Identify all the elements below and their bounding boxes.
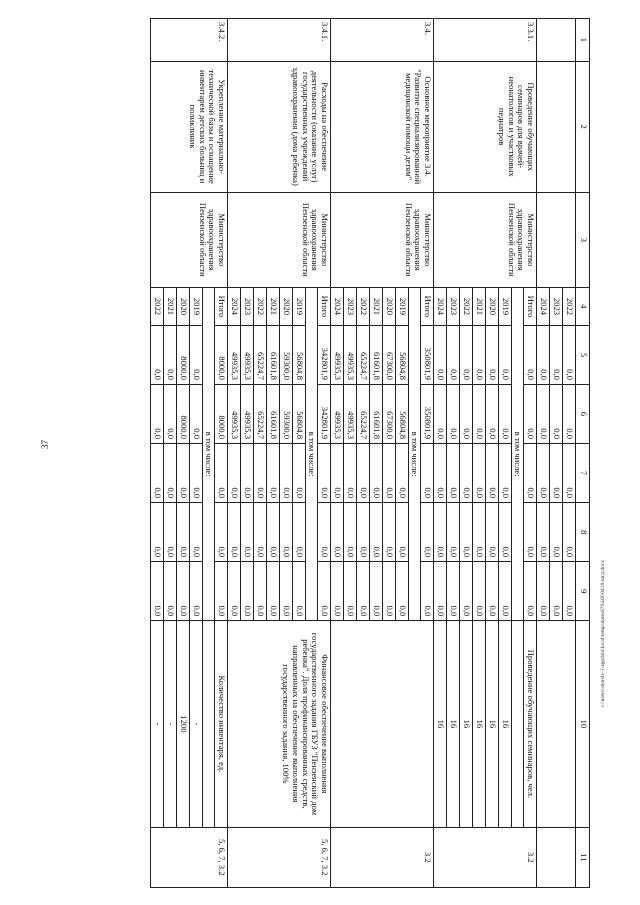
year-cell: 2023 <box>241 288 254 326</box>
document-sheet <box>150 18 590 888</box>
including-label: в том числе: <box>305 288 318 621</box>
value-cell: 0,0 <box>370 444 383 503</box>
value-cell: 0,0 <box>447 562 460 621</box>
including-label: в том числе: <box>511 288 524 621</box>
value-cell: 0,0 <box>370 562 383 621</box>
value-cell: 65224,7 <box>357 384 370 443</box>
year-cell: Итого <box>524 288 537 326</box>
value-cell: 0,0 <box>228 503 241 562</box>
item-name: Расходы на обеспечение деятельности (оказание услуг) государственных учреждений здравоохранения (дома ребенка) <box>228 61 331 192</box>
value-cell: 0,0 <box>331 444 344 503</box>
item-name: Укрепление материально-технической базы и оснащение инвентарем детских больниц и поликлиник <box>151 61 228 192</box>
indicator-title: Проведение обучающих семинаров, чел. <box>524 621 537 827</box>
value-cell: 0,0 <box>176 444 189 503</box>
value-cell: 0,0 <box>434 384 447 443</box>
value-cell: 0,0 <box>241 503 254 562</box>
value-cell: 350801,9 <box>421 325 434 384</box>
value-cell: 0,0 <box>267 562 280 621</box>
value-cell: 0,0 <box>460 444 473 503</box>
value-cell: 49935,3 <box>331 325 344 384</box>
item-number: 3.4.2. <box>151 19 228 62</box>
value-cell: 0,0 <box>485 325 498 384</box>
executor-name: Министерство здравоохранения Пензенской области <box>228 192 331 288</box>
indicator-value <box>202 621 215 827</box>
indicator-value: 16 <box>434 621 447 827</box>
value-cell: 56804,8 <box>395 384 408 443</box>
value-cell: 56804,8 <box>395 325 408 384</box>
value-cell: 0,0 <box>254 562 267 621</box>
value-cell: 0,0 <box>537 384 550 443</box>
year-cell: 2020 <box>279 288 292 326</box>
value-cell: 49935,3 <box>331 384 344 443</box>
executor-name: Министерство здравоохранения Пензенской области <box>434 192 537 288</box>
year-cell: 2024 <box>434 288 447 326</box>
year-cell: 2021 <box>370 288 383 326</box>
value-cell: 0,0 <box>164 325 177 384</box>
value-cell: 0,0 <box>151 325 164 384</box>
value-cell: 0,0 <box>292 444 305 503</box>
value-cell: 0,0 <box>537 503 550 562</box>
item-name: Проведение обучающих семинаров для врачей-неонатологов и участковых педиатров <box>434 61 537 192</box>
value-cell: 0,0 <box>485 384 498 443</box>
value-cell: 0,0 <box>164 384 177 443</box>
value-cell: 0,0 <box>524 384 537 443</box>
table-row <box>215 19 228 888</box>
value-cell: 0,0 <box>524 325 537 384</box>
year-cell: 2022 <box>254 288 267 326</box>
year-cell: 2021 <box>164 288 177 326</box>
value-cell: 49935,3 <box>241 384 254 443</box>
value-cell: 0,0 <box>563 444 576 503</box>
value-cell: 67300,0 <box>382 325 395 384</box>
value-cell: 0,0 <box>485 444 498 503</box>
column-header: 2 <box>576 61 590 192</box>
value-cell: 0,0 <box>292 562 305 621</box>
indicator-value: - <box>189 621 202 827</box>
column-header: 7 <box>576 444 590 503</box>
item-name: Основное мероприятие 3.4. "Развитие специализированной медицинской помощи детям" <box>331 61 434 192</box>
indicator-value: 1200 <box>176 621 189 827</box>
value-cell: 61601,8 <box>267 384 280 443</box>
value-cell: 0,0 <box>537 562 550 621</box>
empty-cell <box>537 19 576 62</box>
value-cell: 0,0 <box>267 503 280 562</box>
indicator-value: - <box>164 621 177 827</box>
value-cell: 0,0 <box>421 444 434 503</box>
year-cell: 2019 <box>395 288 408 326</box>
value-cell: 0,0 <box>228 444 241 503</box>
item-number: 3.4.1. <box>228 19 331 62</box>
indicator-text: Финансовое обеспечение выполнения государственного задания ГБУЗ "Пензенский дом ребенка". Доля профинансированных средств, направленных на обеспечение выполнения государственного задания, 100% <box>228 621 331 827</box>
value-cell: 0,0 <box>189 503 202 562</box>
value-cell: 0,0 <box>267 444 280 503</box>
value-cell: 8000,0 <box>215 384 228 443</box>
value-cell: 0,0 <box>447 444 460 503</box>
page-number: 37 <box>40 440 50 449</box>
year-cell: 2022 <box>357 288 370 326</box>
column-header: 1 <box>576 19 590 62</box>
value-cell: 0,0 <box>434 562 447 621</box>
year-cell: 2019 <box>292 288 305 326</box>
value-cell: 0,0 <box>331 503 344 562</box>
value-cell: 0,0 <box>318 503 331 562</box>
value-cell: 0,0 <box>279 444 292 503</box>
value-cell: 0,0 <box>357 503 370 562</box>
value-cell: 0,0 <box>563 325 576 384</box>
indicator-value: 16 <box>447 621 460 827</box>
program-table <box>150 18 590 888</box>
indicator-value: 16 <box>460 621 473 827</box>
value-cell: 0,0 <box>292 503 305 562</box>
value-cell: 0,0 <box>473 444 486 503</box>
year-cell: 2024 <box>331 288 344 326</box>
value-cell: 0,0 <box>473 503 486 562</box>
column-header: 4 <box>576 288 590 326</box>
value-cell: 0,0 <box>447 325 460 384</box>
refs-cell <box>537 827 576 887</box>
value-cell: 0,0 <box>189 444 202 503</box>
indicator-value: - <box>151 621 164 827</box>
year-cell: 2019 <box>498 288 511 326</box>
value-cell: 0,0 <box>550 503 563 562</box>
value-cell: 0,0 <box>164 444 177 503</box>
empty-cell <box>537 61 576 192</box>
value-cell: 0,0 <box>447 503 460 562</box>
year-cell: 2020 <box>382 288 395 326</box>
value-cell: 0,0 <box>460 384 473 443</box>
value-cell: 0,0 <box>357 562 370 621</box>
column-header: 10 <box>576 621 590 827</box>
value-cell: 0,0 <box>524 562 537 621</box>
value-cell: 67300,0 <box>382 384 395 443</box>
value-cell: 65224,7 <box>357 325 370 384</box>
value-cell: 0,0 <box>189 325 202 384</box>
value-cell: 0,0 <box>370 503 383 562</box>
value-cell: 0,0 <box>151 444 164 503</box>
item-number: 3.4. <box>331 19 434 62</box>
value-cell: 0,0 <box>395 444 408 503</box>
year-cell: 2023 <box>447 288 460 326</box>
column-header: 11 <box>576 827 590 887</box>
column-header: 9 <box>576 562 590 621</box>
value-cell: 0,0 <box>498 503 511 562</box>
value-cell: 0,0 <box>279 503 292 562</box>
value-cell: 0,0 <box>434 503 447 562</box>
value-cell: 0,0 <box>550 444 563 503</box>
value-cell: 0,0 <box>563 384 576 443</box>
value-cell: 0,0 <box>382 444 395 503</box>
value-cell: 0,0 <box>228 562 241 621</box>
column-header: 6 <box>576 384 590 443</box>
value-cell: 0,0 <box>189 562 202 621</box>
value-cell: 0,0 <box>460 325 473 384</box>
value-cell: 0,0 <box>318 562 331 621</box>
value-cell: 0,0 <box>254 503 267 562</box>
value-cell: 0,0 <box>164 562 177 621</box>
value-cell: 350801,9 <box>421 384 434 443</box>
value-cell: 49935,3 <box>344 384 357 443</box>
value-cell: 0,0 <box>344 562 357 621</box>
year-cell: 2023 <box>550 288 563 326</box>
indicator-text <box>331 621 434 827</box>
value-cell: 0,0 <box>460 503 473 562</box>
year-cell: 2022 <box>563 288 576 326</box>
value-cell: 0,0 <box>421 562 434 621</box>
year-cell: 2020 <box>176 288 189 326</box>
value-cell: 342801,9 <box>318 384 331 443</box>
indicator-title: Количество инвентаря, ед. <box>215 621 228 827</box>
value-cell: 0,0 <box>151 384 164 443</box>
indicator-value: 16 <box>473 621 486 827</box>
value-cell: 0,0 <box>447 384 460 443</box>
value-cell: 0,0 <box>473 325 486 384</box>
value-cell: 59300,0 <box>279 384 292 443</box>
value-cell: 8000,0 <box>176 325 189 384</box>
value-cell: 0,0 <box>254 444 267 503</box>
refs-cell: 3.2 <box>331 827 434 887</box>
table-row <box>318 19 331 888</box>
value-cell: 0,0 <box>537 325 550 384</box>
value-cell: 0,0 <box>524 444 537 503</box>
value-cell: 0,0 <box>550 325 563 384</box>
value-cell: 0,0 <box>344 503 357 562</box>
value-cell: 0,0 <box>524 503 537 562</box>
table-row <box>563 19 576 888</box>
refs-cell: 3.2 <box>434 827 537 887</box>
column-number-row <box>576 19 590 888</box>
item-number: 3.3.1. <box>434 19 537 62</box>
value-cell: 56804,8 <box>292 384 305 443</box>
refs-cell: 5, 6, 7, 3.2 <box>228 827 331 887</box>
value-cell: 0,0 <box>215 503 228 562</box>
executor-name: Министерство здравоохранения Пензенской области <box>331 192 434 288</box>
value-cell: 0,0 <box>460 562 473 621</box>
value-cell: 59300,0 <box>279 325 292 384</box>
year-cell: 2021 <box>473 288 486 326</box>
including-label: в том числе: <box>202 288 215 621</box>
value-cell: 0,0 <box>498 384 511 443</box>
year-cell: 2021 <box>267 288 280 326</box>
value-cell: 0,0 <box>189 384 202 443</box>
year-cell: 2022 <box>460 288 473 326</box>
value-cell: 0,0 <box>550 384 563 443</box>
value-cell: 0,0 <box>176 503 189 562</box>
value-cell: 49935,3 <box>344 325 357 384</box>
refs-cell: 5, 6, 7, 3.2 <box>151 827 228 887</box>
column-header: 5 <box>576 325 590 384</box>
value-cell: 61601,8 <box>370 325 383 384</box>
value-cell: 0,0 <box>498 325 511 384</box>
year-cell: 2020 <box>485 288 498 326</box>
value-cell: 49935,3 <box>228 384 241 443</box>
value-cell: 0,0 <box>498 444 511 503</box>
value-cell: 0,0 <box>563 562 576 621</box>
value-cell: 0,0 <box>563 503 576 562</box>
including-label: в том числе: <box>408 288 421 621</box>
value-cell: 8000,0 <box>215 325 228 384</box>
column-header: 8 <box>576 503 590 562</box>
value-cell: 0,0 <box>331 562 344 621</box>
year-cell: 2024 <box>228 288 241 326</box>
year-cell: 2023 <box>344 288 357 326</box>
value-cell: 0,0 <box>421 503 434 562</box>
value-cell: 0,0 <box>485 503 498 562</box>
indicator-value <box>511 621 524 827</box>
value-cell: 0,0 <box>215 444 228 503</box>
value-cell: 0,0 <box>344 444 357 503</box>
value-cell: 0,0 <box>151 503 164 562</box>
indicator-cell <box>537 621 576 827</box>
value-cell: 65224,7 <box>254 384 267 443</box>
value-cell: 0,0 <box>279 562 292 621</box>
value-cell: 0,0 <box>498 562 511 621</box>
value-cell: 0,0 <box>357 444 370 503</box>
year-cell: 2024 <box>537 288 550 326</box>
executor-name: Министерство здравоохранения Пензенской области <box>151 192 228 288</box>
value-cell: 0,0 <box>473 384 486 443</box>
value-cell: 0,0 <box>215 562 228 621</box>
table-body <box>151 19 576 888</box>
value-cell: 0,0 <box>434 325 447 384</box>
year-cell: 2019 <box>189 288 202 326</box>
value-cell: 0,0 <box>550 562 563 621</box>
value-cell: 0,0 <box>176 562 189 621</box>
value-cell: 0,0 <box>241 562 254 621</box>
value-cell: 8000,0 <box>176 384 189 443</box>
indicator-value: 16 <box>485 621 498 827</box>
value-cell: 0,0 <box>473 562 486 621</box>
value-cell: 0,0 <box>395 562 408 621</box>
value-cell: 0,0 <box>537 444 550 503</box>
value-cell: 0,0 <box>164 503 177 562</box>
year-cell: 2022 <box>151 288 164 326</box>
value-cell: 0,0 <box>434 444 447 503</box>
value-cell: 49935,3 <box>241 325 254 384</box>
table-row <box>524 19 537 888</box>
table-row <box>421 19 434 888</box>
value-cell: 49935,3 <box>228 325 241 384</box>
value-cell: 61601,8 <box>267 325 280 384</box>
empty-cell <box>537 192 576 288</box>
year-cell: Итого <box>318 288 331 326</box>
indicator-value: 16 <box>498 621 511 827</box>
value-cell: 0,0 <box>382 562 395 621</box>
file-path-footer: c:\users\sborsh~1\appdata\local\temp\notes879440\0418-шгд.docx <box>600 560 606 707</box>
value-cell: 0,0 <box>395 503 408 562</box>
value-cell: 0,0 <box>382 503 395 562</box>
value-cell: 61601,8 <box>370 384 383 443</box>
column-header: 3 <box>576 192 590 288</box>
year-cell: Итого <box>421 288 434 326</box>
value-cell: 56804,8 <box>292 325 305 384</box>
year-cell: Итого <box>215 288 228 326</box>
value-cell: 0,0 <box>318 444 331 503</box>
value-cell: 0,0 <box>241 444 254 503</box>
value-cell: 342801,9 <box>318 325 331 384</box>
value-cell: 0,0 <box>485 562 498 621</box>
value-cell: 65224,7 <box>254 325 267 384</box>
value-cell: 0,0 <box>151 562 164 621</box>
